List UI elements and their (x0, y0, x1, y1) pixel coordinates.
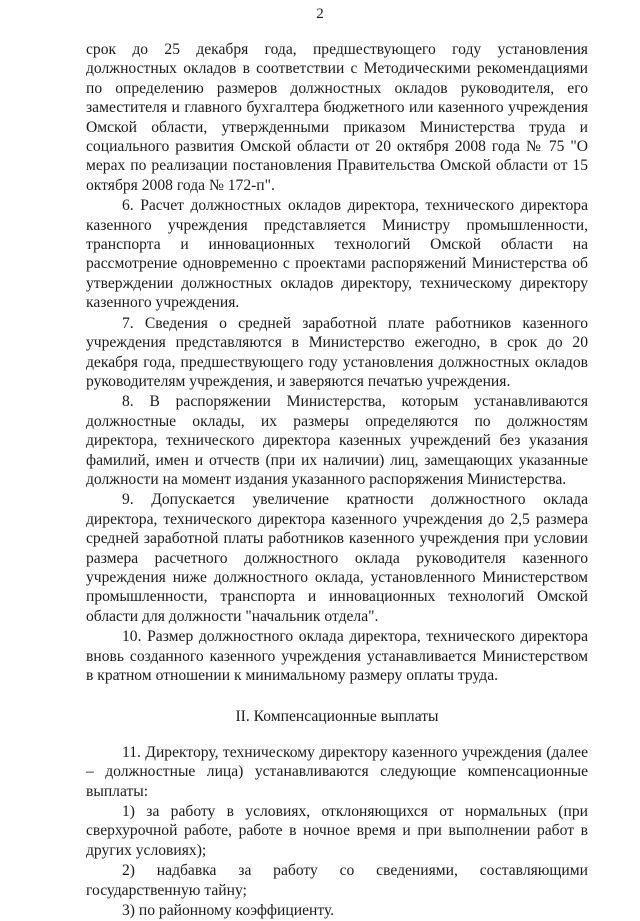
document-body (86, 40, 588, 921)
paragraph-11-item-1: 1) за работу в условиях, отклоняющихся от нормальных (при сверхурочной работе, работе в ночное время и при выполнении работ в других условиях); (86, 803, 588, 859)
paragraph-11-item-2: 2) надбавка за работу со сведениями, составляющими государственную тайну; (86, 862, 588, 899)
section-heading: II. Компенсационные выплаты (235, 708, 439, 726)
paragraph-7: 7. Сведения о средней заработной плате работников казенного учреждения представляются в Министерство ежегодно, в срок до 20 декабря года, предшествующего году установления должностных окладов руководителям учреждения, и заверяются печатью учреждения. (86, 314, 588, 390)
paragraph-continuation: срок до 25 декабря года, предшествующего году установления должностных окладов в соответствии с Методическими рекомендациями по определению размеров должностных окладов руководителя, его заместителя и главного бухгалтера бюджетного или казенного учреждения Омской области, утвержденными приказом Министерства труда и социального развития Омской области от 20 октября 2008 года № 75 "О мерах по реализации постановления Правительства Омской области от 15 октября 2008 года № 172-п". (86, 41, 588, 194)
paragraph-11: 11. Директору, техническому директору казенного учреждения (далее – должностные лица) устанавливаются следующие компенсационные выплаты: (86, 743, 588, 800)
paragraph-11-item-3: 3) по районному коэффициенту. (122, 902, 335, 920)
paragraph-10: 10. Размер должностного оклада директора, технического директора вновь созданного казенного учреждения устанавливается Министерством в кратном отношении к минимальному размеру оплаты труда. (86, 628, 588, 684)
page-number: 2 (316, 6, 324, 22)
paragraph-9: 9. Допускается увеличение кратности должностного оклада директора, технического директора казенного учреждения до 2,5 размера средней заработной платы работников казенного учреждения при условии размера расчетного должностного оклада руководителя казенного учреждения ниже должностного оклада, установленного Министерством промышленности, транспорта и инновационных технологий Омской области для должности "начальник отдела". (86, 491, 588, 625)
paragraph-8: 8. В распоряжении Министерства, которым устанавливаются должностные оклады, их размеры определяются по должностям директора, технического директора казенных учреждений без указания фамилий, имен и отчеств (при их наличии) лиц, замещающих указанные должности на момент издания указанного распоряжения Министерства. (86, 393, 588, 488)
paragraph-6: 6. Расчет должностных окладов директора, технического директора казенного учреждения представляется Министру промышленности, транспорта и инновационных технологий Омской области на рассмотрение одновременно с проектами распоряжений Министерства об утверждении должностных окладов директору, техническому директору казенного учреждения. (86, 197, 588, 312)
